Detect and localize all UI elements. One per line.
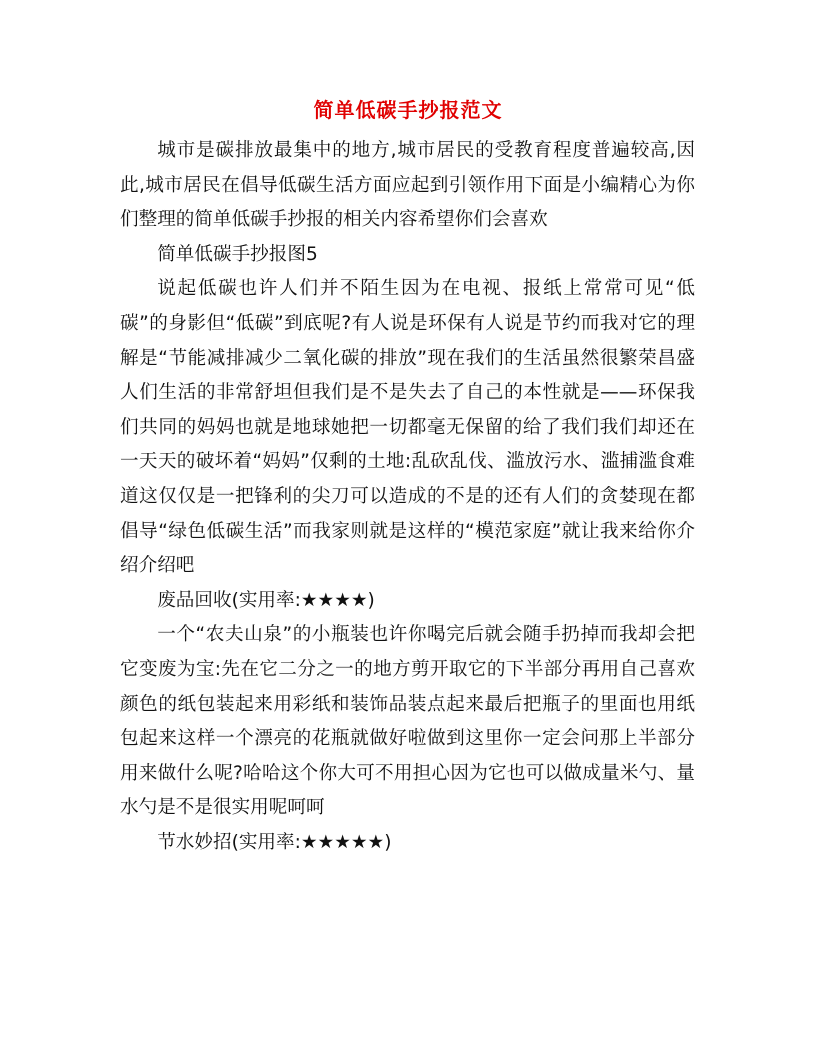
- intro-paragraph: 城市是碳排放最集中的地方,城市居民的受教育程度普遍较高,因此,城市居民在倡导低碳生活方面应起到引领作用下面是小编精心为你们整理的简单低碳手抄报的相关内容希望你们会喜欢: [120, 140, 695, 231]
- document-title: 简单低碳手抄报范文: [313, 98, 503, 122]
- image-caption: 简单低碳手抄报图5: [157, 243, 318, 265]
- section-heading-recycling: 废品回收(实用率:★★★★): [157, 589, 375, 611]
- body-paragraph-recycling: 一个“农夫山泉”的小瓶装也许你喝完后就会随手扔掉而我却会把它变废为宝:先在它二分之一的地方剪开取它的下半部分再用自己喜欢颜色的纸包装起来用彩纸和装饰品装点起来最后把瓶子的里面也用纸包起来这样一个漂亮的花瓶就做好啦做到这里你一定会问那上半部分用来做什么呢?哈哈这个你大可不用担心因为它也可以做成量米勺、量水勺是不是很实用呢呵呵: [120, 624, 695, 819]
- body-paragraph-low-carbon: 说起低碳也许人们并不陌生因为在电视、报纸上常常可见“低碳”的身影但“低碳”到底呢?有人说是环保有人说是节约而我对它的理解是“节能减排减少二氧化碳的排放”现在我们的生活虽然很繁荣昌盛人们生活的非常舒坦但我们是不是失去了自己的本性就是——环保我们共同的妈妈也就是地球她把一切都毫无保留的给了我们我们却还在一天天的破坏着“妈妈”仅剩的土地:乱砍乱伐、滥放污水、滥捕滥食难道这仅仅是一把锋利的尖刀可以造成的不是的还有人们的贪婪现在都倡导“绿色低碳生活”而我家则就是这样的“模范家庭”就让我来给你介绍介绍吧: [120, 278, 695, 577]
- document-body: [120, 134, 695, 860]
- section-heading-water-saving: 节水妙招(实用率:★★★★★): [157, 831, 392, 853]
